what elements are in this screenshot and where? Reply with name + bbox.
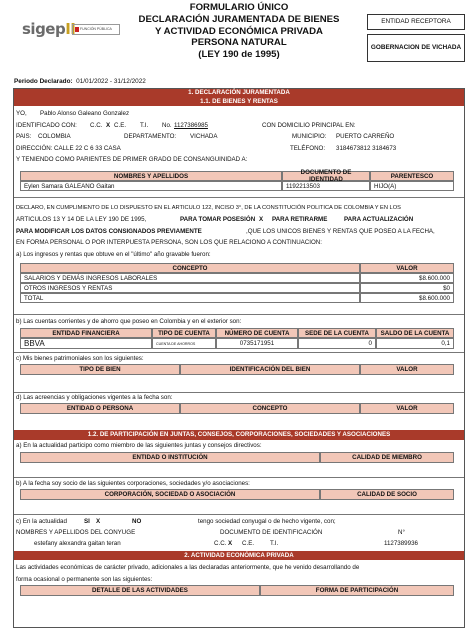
telefono-value: 3184673812 3184673 (336, 145, 397, 152)
table-row-pariente-parentesco: HIJO(A) (370, 181, 454, 191)
cuentas-header-tipo: TIPO DE CUENTA (152, 328, 216, 338)
bienes-header-tipo: TIPO DE BIEN (20, 364, 180, 375)
juntas-header-calidad: CALIDAD DE MIEMBRO (320, 452, 454, 463)
cuentas-header-numero: NÚMERO DE CUENTA (216, 328, 298, 338)
section-2-bar: 2. ACTIVIDAD ECONÓMICA PRIVADA (14, 551, 464, 560)
table-row-total-valor: $8.600.000 (360, 293, 454, 303)
id-cc: C.C. (90, 122, 103, 129)
parientes-header-parentesco: PARENTESCO (370, 171, 454, 181)
actividad-line-2: forma ocasional o permanente son las siguientes: (16, 576, 153, 583)
cuentas-header-sede: SEDE DE LA CUENTA (298, 328, 376, 338)
table-row-cuenta-numero: 0735171951 (216, 338, 298, 349)
cuentas-header-entidad: ENTIDAD FINANCIERA (20, 328, 152, 338)
cuentas-question: b) Las cuentas corrientes y de ahorro que poseo en Colombia y en el exterior son: (16, 318, 242, 325)
actividad-header-detalle: DETALLE DE LAS ACTIVIDADES (20, 585, 260, 596)
para-modificar: PARA MODIFICAR LOS DATOS CONSIGNADOS PREVIAMENTE (16, 228, 202, 235)
table-row-cuenta-tipo: CUENTA DE AHORROS (152, 338, 216, 349)
funcion-publica-badge: FUNCIÓN PÚBLICA (72, 24, 120, 35)
entidad-receptora-value: GOBERNACION DE VICHADA (367, 34, 465, 62)
actividad-header-forma: FORMA DE PARTICIPACIÓN (260, 585, 454, 596)
table-row-cuenta-saldo: 0,1 (376, 338, 454, 349)
conyuge-ce: C.E. (242, 540, 255, 547)
entidad-receptora-label: ENTIDAD RECEPTORA (367, 14, 465, 30)
municipio-label: MUNICIPIO: (292, 133, 327, 140)
id-no-label: No. (162, 122, 172, 129)
declaro-line-1: DECLARO, EN CUMPLIMIENTO DE LO DISPUESTO EN EL ARTICULO 122, INCISO 3°, DE LA CONSTITUCIÓN POLITICA DE COLOMBIA Y EN LOS (16, 205, 401, 211)
ingresos-header-concepto: CONCEPTO (20, 263, 360, 273)
id-cc-mark: X (106, 122, 111, 129)
form-title (120, 2, 358, 61)
conyugal-question: c) En la actualidad (16, 518, 67, 525)
domicilio-label: CON DOMICILIO PRINCIPAL EN: (262, 122, 356, 129)
bienes-question: c) Mis bienes patrimoniales son los siguientes: (16, 355, 144, 362)
divider (14, 477, 464, 478)
pais-label: PAIS: (16, 133, 32, 140)
id-number: 1127386985 (174, 122, 208, 129)
conyugal-si: SI (84, 518, 90, 525)
posesion-mark: X (259, 216, 264, 223)
acreencias-question: d) Las acreencias y obligaciones vigentes a la fecha son: (16, 394, 173, 401)
cuentas-header-saldo: SALDO DE LA CUENTA (376, 328, 454, 338)
declarante-nombre: Pablo Alonso Galeano Gonzalez (40, 110, 130, 117)
conyuge-cc-mark: X (228, 540, 233, 547)
sigep-wordmark: sigepII (22, 20, 76, 38)
conyugal-rest: tengo sociedad conyugal o de hecho vigente, con; (198, 518, 336, 525)
parientes-header-nombre: NOMBRES Y APELLIDOS (20, 171, 282, 181)
juntas-header-entidad: ENTIDAD O INSTITUCIÓN (20, 452, 320, 463)
conyuge-ti: T.I. (270, 540, 279, 547)
id-ce: C.E. (114, 122, 127, 129)
socio-header-calidad: CALIDAD DE SOCIO (320, 489, 454, 500)
acreencias-header-entidad: ENTIDAD O PERSONA (20, 403, 180, 414)
divider (14, 197, 464, 198)
municipio-value: PUERTO CARREÑO (336, 133, 395, 140)
bienes-header-valor: VALOR (360, 364, 454, 375)
bienes-header-identificacion: IDENTIFICACIÓN DEL BIEN (180, 364, 360, 375)
divider (14, 314, 464, 315)
table-row-total-concepto: TOTAL (20, 293, 360, 303)
juntas-question: a) En la actualidad participo como miembro de las siguientes juntas y consejos directivos: (16, 442, 262, 449)
periodo-declarado: Periodo Declarado: 01/01/2022 - 31/12/2022 (14, 78, 146, 85)
table-row-pariente-documento: 1192213503 (282, 181, 370, 191)
para-actualizacion: PARA ACTUALIZACIÓN (344, 216, 414, 223)
divider (14, 392, 464, 393)
conyugal-si-mark: X (96, 518, 101, 525)
table-row-pariente-nombre: Eylen Samara GALEANO Gaitan (20, 181, 282, 191)
conyuge-value: estefany alexandra gaitan teran (34, 540, 121, 547)
para-tomar-posesion: PARA TOMAR POSESIÓN (180, 216, 256, 223)
title-line-2: DECLARACIÓN JURAMENTADA DE BIENES (138, 13, 340, 25)
conyuge-documento: 1127389936 (384, 540, 418, 547)
id-ti: T.I. (140, 122, 149, 129)
declaro-line-3b: ,QUE LOS UNICOS BIENES Y RENTAS QUE POSEO A LA FECHA, (246, 228, 435, 235)
title-line-1: FORMULARIO ÚNICO (189, 2, 289, 13)
title-line-3: Y ACTIVIDAD ECONÓMICA PRIVADA (155, 25, 323, 37)
conyuge-label: NOMBRES Y APELLIDOS DEL CONYUGE (16, 529, 136, 536)
section-1-2-bar: 1.2. DE PARTICIPACIÓN EN JUNTAS, CONSEJOS, CORPORACIONES, SOCIEDADES Y ASOCIACIONES (14, 430, 464, 440)
table-row-cuenta-sede: 0 (298, 338, 376, 349)
num-label: N° (398, 529, 405, 536)
yo-label: YO, (16, 110, 27, 117)
parientes-header-documento: DOCUMENTO DE IDENTIDAD (282, 171, 370, 181)
parientes-intro: Y TENIENDO COMO PARIENTES DE PRIMER GRADO DE CONSANGUINIDAD A: (16, 156, 248, 163)
divider (14, 352, 464, 353)
ingresos-header-valor: VALOR (360, 263, 454, 273)
section-1-1-bar: 1.1. DE BIENES Y RENTAS (14, 97, 464, 106)
acreencias-header-valor: VALOR (360, 403, 454, 414)
table-row-cuenta-entidad: BBVA (20, 338, 152, 349)
ingresos-question: a) Los ingresos y rentas que obtuve en el "último" año gravable fueron: (16, 251, 211, 258)
direccion-value: CALLE 22 C 6 33 CASA (54, 145, 121, 152)
declaro-line-4: EN FORMA PERSONAL O POR INTERPUESTA PERSONA, SON LOS QUE RELACIONO A CONTINUACION: (16, 239, 322, 246)
divider (14, 514, 464, 515)
declaro-line-2a: ARTICULOS 13 Y 14 DE LA LEY 190 DE 1995, (16, 216, 147, 223)
departamento-label: DEPARTAMENTO: (124, 133, 177, 140)
table-row-salarios-concepto: SALARIOS Y DEMÁS INGRESOS LABORALES (20, 273, 360, 283)
title-line-4: PERSONA NATURAL (191, 37, 287, 49)
table-row-otros-valor: $0 (360, 283, 454, 293)
sigep-logo (22, 20, 122, 38)
telefono-label: TELÉFONO: (290, 145, 326, 152)
socio-question: b) A la fecha soy socio de las siguientes corporaciones, sociedades y/o asociaciones: (16, 480, 250, 487)
para-retirarme: PARA RETIRARME (272, 216, 328, 223)
direccion-label: DIRECCIÓN: (16, 145, 53, 152)
conyuge-cc: C.C. (214, 540, 227, 547)
table-row-salarios-valor: $8.600.000 (360, 273, 454, 283)
section-1-bar: 1. DECLARACIÓN JURAMENTADA (14, 89, 464, 97)
table-row-otros-concepto: OTROS INGRESOS Y RENTAS (20, 283, 360, 293)
departamento-value: VICHADA (190, 133, 218, 140)
docid-label: DOCUMENTO DE IDENTIFICACIÓN (220, 529, 323, 536)
acreencias-header-concepto: CONCEPTO (180, 403, 360, 414)
socio-header-corporacion: CORPORACIÓN, SOCIEDAD O ASOCIACIÓN (20, 489, 320, 500)
title-line-5: (LEY 190 de 1995) (198, 49, 280, 61)
actividad-line-1: Las actividades económicas de carácter privado, adicionales a las declaradas anteriormente, que he venido desarrollando de (16, 564, 360, 571)
conyugal-no: NO (132, 518, 142, 525)
identificado-label: IDENTIFICADO CON: (16, 122, 77, 129)
pais-value: COLOMBIA (38, 133, 71, 140)
